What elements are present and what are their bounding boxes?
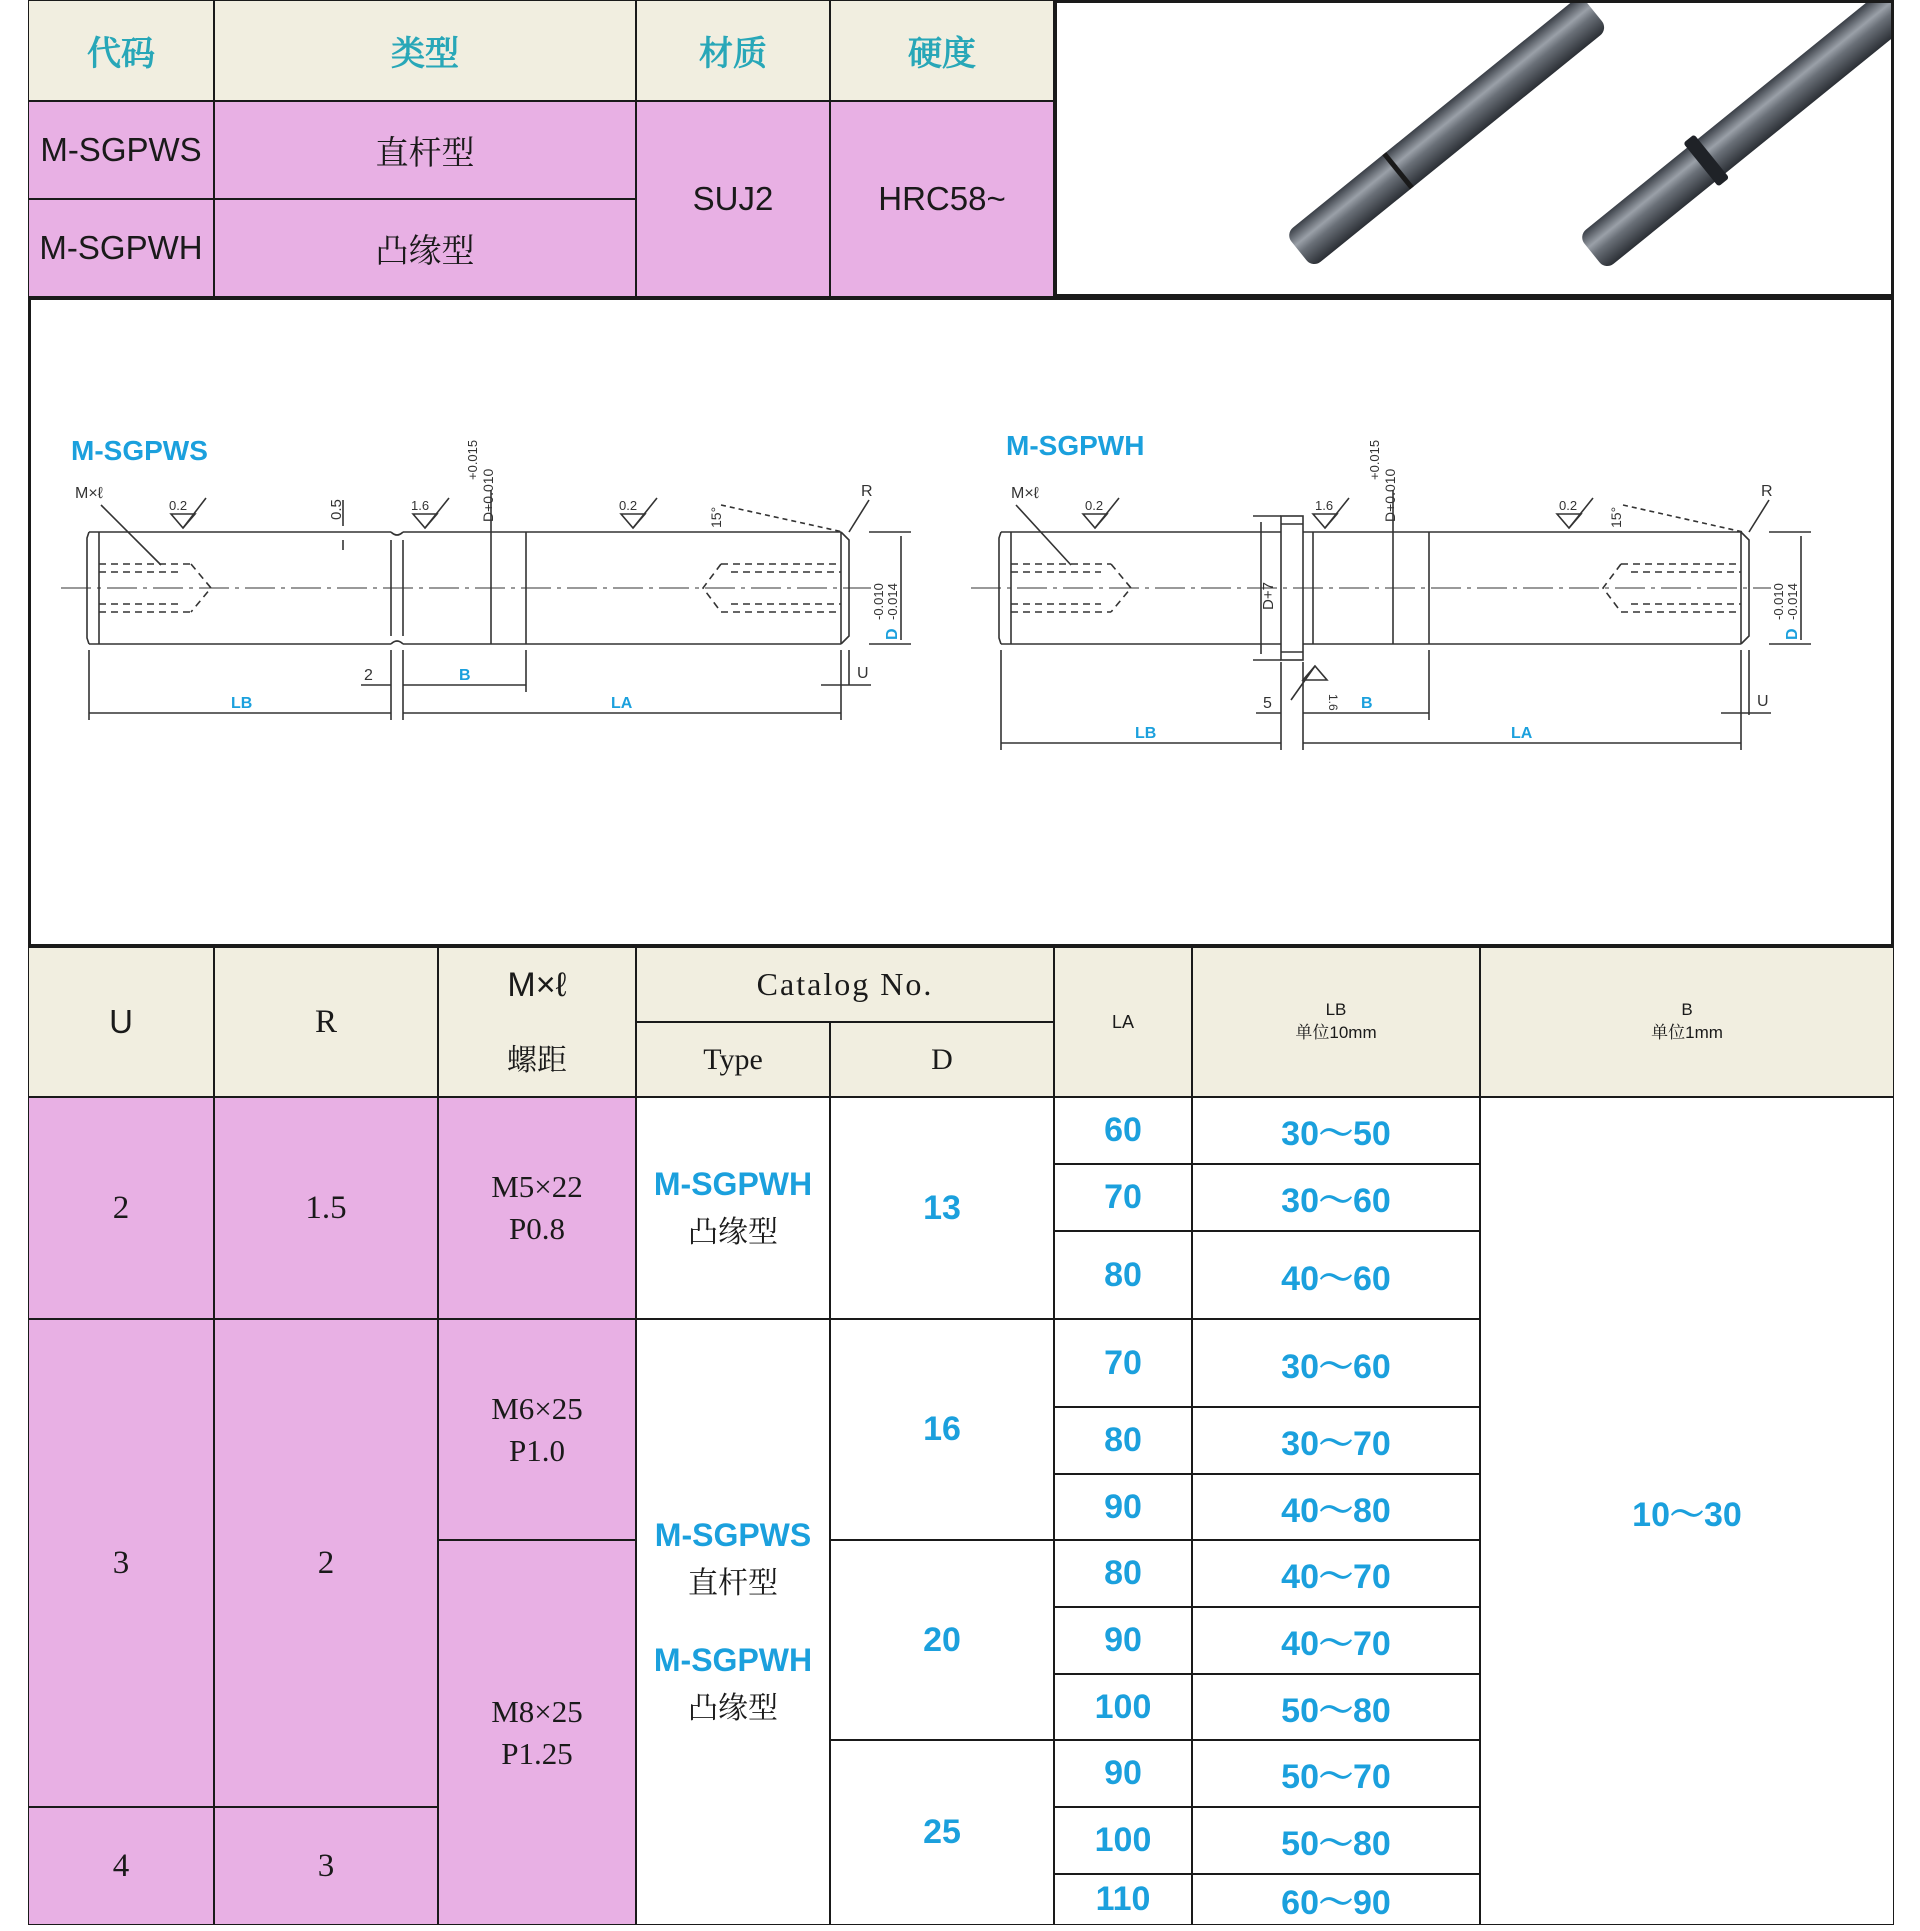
- header-u-label: U: [109, 1003, 133, 1040]
- roughness-3-left: 0.2: [619, 498, 638, 513]
- type-cell-2: [214, 199, 636, 297]
- dim-lb-right: LB: [1135, 725, 1157, 742]
- angle-label-left: 15°: [708, 506, 724, 528]
- type-name-b2: 凸缘型: [688, 1692, 778, 1725]
- la-value: 70: [1104, 1178, 1142, 1216]
- type-label-2: 凸缘型: [375, 231, 475, 269]
- lb-cell: [1192, 1164, 1480, 1231]
- lb-value: 30～60: [1281, 1182, 1391, 1220]
- thread-cell-1: [438, 1097, 636, 1319]
- dim-lb-left: LB: [231, 695, 253, 712]
- technical-drawing: [31, 300, 1891, 944]
- d-value-2: 16: [923, 1410, 961, 1448]
- dia-tol-2-right: -0.014: [1785, 583, 1800, 620]
- la-cell: [1054, 1740, 1192, 1807]
- straight-pin-image: [1285, 3, 1608, 268]
- thread-cell-2: [438, 1319, 636, 1540]
- type-cell-a: [636, 1097, 830, 1319]
- header-type-col: [636, 1022, 830, 1097]
- la-value: 80: [1104, 1421, 1142, 1459]
- lb-cell: [1192, 1540, 1480, 1607]
- drawing-title-left: M-SGPWS: [71, 435, 208, 466]
- d-cell-2: [830, 1319, 1054, 1540]
- d-value-3: 20: [923, 1620, 961, 1659]
- code-label-2: M-SGPWH: [39, 229, 203, 266]
- la-value: 80: [1104, 1554, 1142, 1592]
- header-la-label: LA: [1111, 1011, 1135, 1032]
- u-value-1: 2: [112, 1189, 130, 1226]
- lb-cell: [1192, 1807, 1480, 1874]
- header-code-label: 代码: [87, 35, 155, 73]
- type-name-b1: 直杆型: [688, 1567, 778, 1600]
- la-value: 90: [1104, 1487, 1142, 1526]
- lb-cell: [1192, 1407, 1480, 1474]
- header-r: [214, 947, 438, 1097]
- r-value-3: 3: [317, 1847, 335, 1884]
- type-cell-b: [636, 1319, 830, 1925]
- la-cell: [1054, 1407, 1192, 1474]
- lb-cell: [1192, 1674, 1480, 1740]
- r-label-left: R: [861, 483, 873, 500]
- groove-label-left: 0.5: [328, 499, 345, 520]
- u-cell-1: [28, 1097, 214, 1319]
- drawing-area: [28, 297, 1894, 947]
- la-value: 70: [1104, 1343, 1142, 1382]
- tolerance-bottom-right: D+0.010: [1382, 468, 1398, 522]
- flange-pin-drawing: [971, 490, 1811, 750]
- thread-size-3: M8×25: [491, 1693, 583, 1729]
- header-hardness: [830, 0, 1054, 101]
- b-range-value: 10～30: [1632, 1495, 1742, 1534]
- header-catalog-label: Catalog No.: [756, 966, 934, 1002]
- header-d: [830, 1022, 1054, 1097]
- header-thread: [438, 947, 636, 1097]
- dia-label-right: D: [1784, 628, 1801, 640]
- header-pitch-label: 螺距: [507, 1043, 567, 1077]
- roughness-1-right: 0.2: [1085, 498, 1104, 513]
- la-cell: [1054, 1164, 1192, 1231]
- lb-value: 50～80: [1281, 1825, 1391, 1863]
- dim-b-right: B: [1361, 695, 1373, 712]
- flange-dia-label: D+7: [1260, 582, 1277, 610]
- header-mxl-label: M×ℓ: [507, 965, 567, 1004]
- lb-value: 40～70: [1281, 1625, 1391, 1663]
- header-la: [1054, 947, 1192, 1097]
- la-value: 100: [1094, 1821, 1152, 1859]
- la-cell: [1054, 1231, 1192, 1319]
- roughness-2-left: 1.6: [411, 498, 430, 513]
- code-cell-1: [28, 101, 214, 199]
- material-value: SUJ2: [692, 180, 774, 217]
- header-u: [28, 947, 214, 1097]
- roughness-2-right: 1.6: [1315, 498, 1334, 513]
- thread-pitch-2: P1.0: [509, 1432, 565, 1468]
- header-type: [214, 0, 636, 101]
- lb-value: 50～80: [1281, 1691, 1391, 1730]
- header-lb: [1192, 947, 1480, 1097]
- lb-cell: [1192, 1231, 1480, 1319]
- lb-value: 60～90: [1281, 1884, 1391, 1922]
- type-cell-1: [214, 101, 636, 199]
- header-catalog: [636, 947, 1054, 1022]
- material-cell: [636, 101, 830, 297]
- thread-size-2: M6×25: [491, 1390, 583, 1426]
- la-cell: [1054, 1874, 1192, 1925]
- type-name-a: 凸缘型: [688, 1215, 778, 1249]
- header-type-label: 类型: [391, 35, 459, 73]
- la-cell: [1054, 1319, 1192, 1407]
- la-cell: [1054, 1674, 1192, 1740]
- product-photo: [1054, 0, 1894, 297]
- roughness-1-left: 0.2: [169, 498, 188, 513]
- la-cell: [1054, 1097, 1192, 1164]
- drawing-title-right: M-SGPWH: [1006, 430, 1145, 461]
- lb-cell: [1192, 1319, 1480, 1407]
- straight-pin-drawing: [61, 490, 911, 720]
- code-label-1: M-SGPWS: [40, 131, 202, 168]
- tolerance-top-right: +0.015: [1367, 439, 1382, 480]
- la-value: 60: [1104, 1111, 1142, 1149]
- la-value: 90: [1104, 1754, 1142, 1792]
- angle-label-right: 15°: [1608, 506, 1624, 528]
- lb-cell: [1192, 1607, 1480, 1674]
- r-cell-1: [214, 1097, 438, 1319]
- b-range-cell: [1480, 1097, 1894, 1925]
- dim-la-right: LA: [1511, 725, 1533, 742]
- header-type-col-label: Type: [703, 1042, 763, 1076]
- header-d-label: D: [931, 1042, 953, 1076]
- u-value-3: 4: [112, 1847, 130, 1884]
- lb-value: 50～70: [1281, 1758, 1391, 1796]
- type-label-1: 直杆型: [375, 133, 475, 171]
- la-cell: [1054, 1607, 1192, 1674]
- thread-size-1: M5×22: [491, 1169, 583, 1205]
- lb-value: 30～60: [1281, 1347, 1391, 1386]
- header-b-unit: 单位1mm: [1651, 1023, 1723, 1042]
- header-lb-label: LB: [1325, 1000, 1347, 1020]
- lb-cell: [1192, 1097, 1480, 1164]
- dim-la-left: LA: [611, 695, 633, 712]
- dia-label-left: D: [884, 628, 901, 640]
- code-cell-2: [28, 199, 214, 297]
- thread-cell-3: [438, 1540, 636, 1925]
- lb-cell: [1192, 1474, 1480, 1540]
- la-value: 100: [1094, 1687, 1152, 1726]
- lb-cell: [1192, 1874, 1480, 1925]
- thread-pitch-3: P1.25: [501, 1735, 573, 1771]
- dim-2-left: 2: [364, 667, 373, 684]
- lb-value: 30～50: [1281, 1115, 1391, 1153]
- r-label-right: R: [1761, 483, 1773, 500]
- lb-cell: [1192, 1740, 1480, 1807]
- flange-pin-image: [1574, 3, 1891, 275]
- d-cell-4: [830, 1740, 1054, 1925]
- tolerance-top-left: +0.015: [465, 439, 480, 480]
- r-value-2: 2: [317, 1544, 335, 1581]
- header-hardness-label: 硬度: [908, 35, 976, 73]
- header-material-label: 材质: [699, 35, 767, 73]
- roughness-4-right: 1.6: [1326, 694, 1340, 711]
- mxl-label-right: M×ℓ: [1011, 485, 1039, 502]
- mxl-label-left: M×ℓ: [75, 485, 103, 502]
- tolerance-bottom-left: D+0.010: [480, 468, 496, 522]
- hardness-cell: [830, 101, 1054, 297]
- la-cell: [1054, 1540, 1192, 1607]
- header-r-label: R: [314, 1003, 337, 1040]
- type-code-a: M-SGPWH: [653, 1165, 813, 1202]
- dia-tol-1-left: -0.010: [871, 583, 886, 620]
- hardness-value: HRC58~: [878, 180, 1006, 217]
- lb-value: 30～70: [1281, 1425, 1391, 1463]
- dia-tol-2-left: -0.014: [885, 583, 900, 620]
- la-value: 90: [1104, 1621, 1142, 1659]
- d-value-1: 13: [923, 1188, 961, 1227]
- type-code-b2: M-SGPWH: [653, 1642, 813, 1678]
- pin-photo-illustration: [1057, 3, 1891, 294]
- roughness-3-right: 0.2: [1559, 498, 1578, 513]
- d-value-4: 25: [923, 1813, 961, 1851]
- la-cell: [1054, 1474, 1192, 1540]
- header-code: [28, 0, 214, 101]
- la-value: 80: [1104, 1255, 1142, 1294]
- dia-tol-1-right: -0.010: [1771, 583, 1786, 620]
- u-cell-3: [28, 1807, 214, 1925]
- dim-b-left: B: [459, 667, 471, 684]
- header-material: [636, 0, 830, 101]
- dim-u-left: U: [857, 665, 869, 682]
- r-value-1: 1.5: [305, 1189, 347, 1226]
- r-cell-2: [214, 1319, 438, 1807]
- u-cell-2: [28, 1319, 214, 1807]
- dim-5-right: 5: [1263, 695, 1272, 712]
- header-lb-unit: 单位10mm: [1295, 1023, 1377, 1042]
- lb-value: 40～70: [1281, 1558, 1391, 1596]
- lb-value: 40～60: [1281, 1259, 1391, 1298]
- thread-pitch-1: P0.8: [509, 1211, 565, 1246]
- d-cell-1: [830, 1097, 1054, 1319]
- lb-value: 40～80: [1281, 1491, 1391, 1530]
- r-cell-3: [214, 1807, 438, 1925]
- type-code-b1: M-SGPWS: [654, 1517, 812, 1553]
- header-b-label: B: [1681, 1000, 1693, 1020]
- header-b: [1480, 947, 1894, 1097]
- d-cell-3: [830, 1540, 1054, 1740]
- u-value-2: 3: [112, 1544, 130, 1581]
- la-value: 110: [1095, 1880, 1151, 1918]
- la-cell: [1054, 1807, 1192, 1874]
- dim-u-right: U: [1757, 693, 1769, 710]
